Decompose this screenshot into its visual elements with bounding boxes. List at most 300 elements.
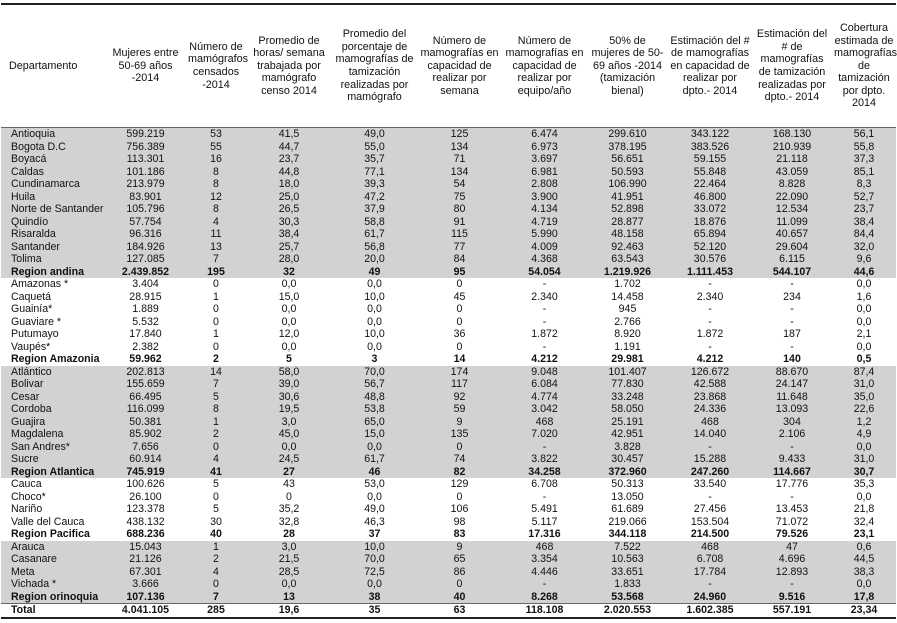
table-cell: 28.877: [587, 216, 668, 229]
table-cell: 383.526: [668, 141, 752, 154]
table-cell: 2: [186, 428, 246, 441]
table-cell: 63.543: [587, 253, 668, 266]
table-cell: 0,0: [367, 340, 382, 353]
table-cell: -: [542, 303, 547, 315]
table-cell: 107.136: [105, 591, 186, 604]
table-cell: 10,0: [332, 541, 417, 554]
table-cell: 557.191: [752, 604, 832, 618]
table-cell: 71: [417, 153, 502, 166]
table-cell: -: [542, 278, 547, 290]
row-label: Quindío: [1, 216, 105, 229]
table-cell: 55.848: [668, 166, 752, 179]
table-row: [1, 303, 896, 316]
table-cell: 30.576: [668, 253, 752, 266]
table-cell: 0: [456, 303, 463, 315]
row-label: Region Atlantica: [1, 466, 105, 479]
table-cell: 74: [417, 453, 502, 466]
table-row: [1, 441, 896, 454]
table-row: [1, 191, 896, 204]
table-cell: 33.248: [587, 391, 668, 404]
table-cell: 344.118: [608, 528, 647, 540]
table-cell: 75: [417, 191, 502, 204]
row-label: Guaviare *: [11, 315, 62, 328]
table-cell: 37,3: [832, 153, 896, 166]
table-cell: 4.696: [752, 553, 832, 566]
table-cell: 9.516: [752, 591, 832, 604]
table-cell: 34.258: [502, 466, 587, 479]
table-cell: 2.766: [614, 315, 641, 328]
table-cell: 202.813: [105, 366, 186, 379]
table-cell: 4.009: [502, 241, 587, 254]
table-cell: 17.784: [668, 566, 752, 579]
row-label: Region andina: [1, 266, 105, 279]
table-cell: 54.054: [502, 266, 587, 279]
table-cell: 1.872: [696, 328, 724, 340]
table-cell: 58,0: [246, 366, 332, 379]
table-cell: 30,3: [246, 216, 332, 229]
table-row: [1, 578, 896, 591]
column-header: Cobertura estimada de mamografías de tamización por dpto. 2014: [832, 4, 896, 128]
table-cell: 9.433: [752, 453, 832, 466]
table-cell: 21,8: [853, 503, 875, 515]
table-cell: 24,5: [246, 453, 332, 466]
table-cell: 63: [417, 604, 502, 618]
table-cell: 30.457: [587, 453, 668, 466]
row-label: Vaupés*: [11, 340, 51, 353]
region-subtotal-row: [1, 528, 896, 541]
table-cell: 7: [186, 253, 246, 266]
table-row: [1, 328, 896, 341]
table-cell: 53.568: [587, 591, 668, 604]
table-cell: 113.301: [105, 153, 186, 166]
column-header: Promedio de horas/ semana trabajada por mamógrafo censo 2014: [246, 4, 332, 128]
table-cell: 21.126: [105, 553, 186, 566]
table-cell: 40.657: [752, 228, 832, 241]
table-cell: 9.048: [502, 366, 587, 379]
table-cell: 213.979: [105, 178, 186, 191]
table-cell: 5: [186, 391, 246, 404]
table-cell: 123.378: [126, 503, 165, 515]
table-cell: -: [790, 278, 794, 290]
table-row: [1, 166, 896, 179]
table-cell: 0: [213, 278, 219, 290]
table-cell: 0: [186, 441, 246, 454]
table-cell: 0: [213, 490, 219, 503]
table-cell: -: [708, 315, 712, 328]
table-cell: 28,0: [246, 253, 332, 266]
table-cell: 12,0: [278, 328, 300, 340]
table-cell: 0: [417, 441, 502, 454]
table-cell: 101.407: [587, 366, 668, 379]
table-cell: 12.534: [752, 203, 832, 216]
table-cell: 4.212: [696, 353, 724, 365]
table-row: [1, 491, 896, 504]
table-cell: 72,5: [332, 566, 417, 579]
table-cell: -: [708, 303, 712, 315]
table-cell: 0,0: [367, 303, 382, 315]
table-body: [1, 128, 896, 618]
table-cell: 38: [332, 591, 417, 604]
table-cell: 3,0: [246, 541, 332, 554]
row-label: Santander: [1, 241, 105, 254]
table-cell: 92: [417, 391, 502, 404]
table-cell: 80: [417, 203, 502, 216]
table-cell: 1.889: [132, 303, 159, 315]
table-cell: 53,8: [332, 403, 417, 416]
table-cell: 2: [186, 553, 246, 566]
table-cell: 8.828: [752, 178, 832, 191]
table-cell: 86: [417, 566, 502, 579]
table-cell: 70,0: [332, 553, 417, 566]
row-label: Cundinamarca: [1, 178, 105, 191]
table-header: [1, 4, 896, 128]
table-cell: -: [790, 340, 794, 353]
table-cell: 58,8: [332, 216, 417, 229]
table-cell: 3.666: [105, 578, 186, 591]
table-cell: 15.043: [105, 541, 186, 554]
table-cell: 168.130: [752, 128, 832, 141]
table-cell: 48,8: [332, 391, 417, 404]
table-cell: 4.719: [502, 216, 587, 229]
table-cell: 114.667: [752, 466, 832, 479]
table-cell: 79.526: [775, 528, 809, 540]
table-row: [1, 291, 896, 304]
row-label: Cauca: [11, 478, 42, 490]
table-cell: 468: [502, 541, 587, 554]
table-cell: 18.876: [668, 216, 752, 229]
table-cell: 234: [783, 290, 801, 303]
table-cell: 12.893: [752, 566, 832, 579]
table-cell: -: [542, 490, 547, 503]
table-cell: 96.316: [105, 228, 186, 241]
table-cell: 0,0: [367, 490, 382, 503]
row-label: Amazonas *: [11, 278, 69, 290]
table-cell: 5: [286, 353, 292, 365]
mammography-coverage-table: [1, 3, 896, 619]
row-label: Region Amazonia: [11, 353, 100, 365]
table-cell: 0,0: [332, 441, 417, 454]
table-cell: 2.340: [696, 290, 724, 303]
table-cell: 13: [186, 241, 246, 254]
table-cell: 0,0: [281, 315, 297, 328]
table-cell: 140: [783, 353, 801, 365]
table-cell: 1.702: [614, 278, 641, 290]
table-cell: 95: [417, 266, 502, 279]
table-cell: 38,4: [246, 228, 332, 241]
table-cell: 468: [502, 416, 587, 429]
table-cell: 35,3: [853, 478, 875, 490]
table-cell: 56,8: [332, 241, 417, 254]
table-row: [1, 403, 896, 416]
table-cell: 49: [332, 266, 417, 279]
row-label: Region orinoquia: [1, 591, 105, 604]
table-cell: 5: [213, 503, 219, 515]
table-cell: 195: [186, 266, 246, 279]
table-cell: 1.219.926: [587, 266, 668, 279]
table-cell: 26.100: [129, 490, 162, 503]
table-cell: 17.316: [528, 528, 561, 540]
table-cell: 12: [186, 191, 246, 204]
table-cell: 688.236: [126, 528, 165, 540]
table-row: [1, 253, 896, 266]
column-header: Departamento: [1, 4, 105, 128]
table-cell: 1: [213, 290, 219, 303]
table-cell: 126.672: [668, 366, 752, 379]
table-cell: 32,0: [832, 241, 896, 254]
table-cell: 33.540: [693, 478, 727, 490]
table-cell: 19,6: [246, 604, 332, 618]
table-cell: 106: [450, 503, 469, 515]
row-label: Cesar: [1, 391, 105, 404]
table-cell: 0,0: [856, 490, 872, 503]
table-cell: 0,0: [856, 315, 872, 328]
table-cell: 10,0: [364, 290, 385, 303]
table-cell: 219.066: [608, 515, 647, 528]
table-cell: 37: [368, 528, 381, 540]
table-cell: 372.960: [587, 466, 668, 479]
table-cell: 304: [752, 416, 832, 429]
table-cell: 4: [186, 216, 246, 229]
table-cell: 23,7: [832, 203, 896, 216]
table-cell: 4.134: [502, 203, 587, 216]
table-cell: 9: [417, 541, 502, 554]
table-cell: 27.456: [693, 503, 727, 515]
row-label: Boyacá: [1, 153, 105, 166]
table-cell: 44,8: [246, 166, 332, 179]
table-cell: 8: [186, 166, 246, 179]
table-cell: 118.108: [502, 604, 587, 618]
header-row: [1, 4, 896, 128]
table-cell: 30,7: [832, 466, 896, 479]
table-cell: 87,4: [832, 366, 896, 379]
table-cell: 49,0: [364, 503, 385, 515]
table-cell: 125: [417, 128, 502, 141]
table-cell: 38,4: [832, 216, 896, 229]
table-cell: 0,0: [246, 578, 332, 591]
table-cell: 599.219: [105, 128, 186, 141]
table-cell: 7.522: [587, 541, 668, 554]
table-cell: 8.268: [502, 591, 587, 604]
table-cell: 3.822: [502, 453, 587, 466]
row-label: Choco*: [11, 490, 46, 503]
table-cell: 7: [186, 591, 246, 604]
row-label: Guajira: [1, 416, 105, 429]
table-cell: 19,5: [246, 403, 332, 416]
table-row: [1, 553, 896, 566]
table-cell: 26,5: [246, 203, 332, 216]
table-cell: 88.670: [752, 366, 832, 379]
table-cell: 11.648: [752, 391, 832, 404]
table-cell: 49,0: [332, 128, 417, 141]
table-cell: 24.147: [752, 378, 832, 391]
table-cell: 38,3: [832, 566, 896, 579]
table-cell: 24.336: [668, 403, 752, 416]
table-cell: 106.990: [587, 178, 668, 191]
table-cell: 135: [417, 428, 502, 441]
table-cell: 0: [456, 315, 463, 328]
row-label: Tolima: [1, 253, 105, 266]
table-cell: 44,5: [832, 553, 896, 566]
table-cell: 61,7: [332, 228, 417, 241]
row-label: Meta: [1, 566, 105, 579]
table-cell: 0,6: [832, 541, 896, 554]
table-cell: 32: [246, 266, 332, 279]
table-row: [1, 541, 896, 554]
table-cell: 22.464: [668, 178, 752, 191]
table-cell: -: [502, 578, 587, 591]
table-cell: 84: [417, 253, 502, 266]
table-cell: 129: [450, 478, 469, 490]
table-cell: 8,3: [832, 178, 896, 191]
table-cell: 17.840: [129, 328, 162, 340]
table-cell: 18,0: [246, 178, 332, 191]
column-header: Número de mamógrafos censados -2014: [186, 4, 246, 128]
table-cell: 745.919: [105, 466, 186, 479]
column-header: Número de mamografías en capacidad de realizar por semana: [417, 4, 502, 128]
table-cell: 8: [186, 403, 246, 416]
table-cell: 6.708: [531, 478, 558, 490]
table-cell: 23,34: [832, 604, 896, 618]
table-cell: 56.651: [587, 153, 668, 166]
table-cell: 1: [186, 416, 246, 429]
table-cell: 45,0: [246, 428, 332, 441]
table-cell: 4.041.105: [105, 604, 186, 618]
table-cell: 187: [783, 328, 801, 340]
table-row: [1, 178, 896, 191]
table-cell: 11.099: [752, 216, 832, 229]
table-row: [1, 428, 896, 441]
table-cell: 2.382: [132, 340, 159, 353]
table-row: [1, 516, 896, 529]
table-cell: 1.872: [531, 328, 558, 340]
row-label: Vichada *: [1, 578, 105, 591]
table-cell: 35,0: [832, 391, 896, 404]
table-cell: 61,7: [332, 453, 417, 466]
row-label: Antioquia: [1, 128, 105, 141]
table-cell: 5.532: [132, 315, 159, 328]
table-cell: 1.111.453: [668, 266, 752, 279]
table-cell: 105.796: [105, 203, 186, 216]
table-cell: 84,4: [832, 228, 896, 241]
table-cell: -: [542, 315, 547, 328]
table-cell: 0,0: [246, 441, 332, 454]
table-cell: 0,0: [332, 578, 417, 591]
table-cell: 343.122: [668, 128, 752, 141]
table-cell: 14: [186, 366, 246, 379]
table-cell: 378.195: [587, 141, 668, 154]
table-cell: -: [790, 303, 794, 315]
table-cell: 285: [186, 604, 246, 618]
table-cell: 100.626: [126, 478, 165, 490]
table-cell: 9: [417, 416, 502, 429]
region-subtotal-row: [1, 591, 896, 604]
table-cell: 39,3: [332, 178, 417, 191]
table-cell: 0,0: [832, 578, 896, 591]
table-row: [1, 228, 896, 241]
table-cell: 10,0: [364, 328, 385, 340]
table-cell: 14.040: [668, 428, 752, 441]
table-row: [1, 366, 896, 379]
row-label: Magdalena: [1, 428, 105, 441]
table-row: [1, 216, 896, 229]
table-cell: -: [668, 578, 752, 591]
table-cell: 2: [213, 353, 219, 365]
row-label: Risaralda: [1, 228, 105, 241]
table-cell: 1,2: [832, 416, 896, 429]
table-cell: 65: [417, 553, 502, 566]
table-cell: 1,6: [856, 290, 872, 303]
table-cell: 65,0: [332, 416, 417, 429]
table-cell: 4.446: [502, 566, 587, 579]
table-cell: 0,5: [856, 353, 872, 365]
table-row: [1, 453, 896, 466]
table-cell: 13: [246, 591, 332, 604]
table-cell: 35,2: [278, 503, 300, 515]
table-cell: 1.191: [614, 340, 641, 353]
table-cell: 40: [210, 528, 222, 540]
row-label: Cordoba: [1, 403, 105, 416]
column-header: Número de mamografías en capacidad de realizar por equipo/año: [502, 4, 587, 128]
table-cell: 33.072: [668, 203, 752, 216]
table-cell: 1.602.385: [668, 604, 752, 618]
table-cell: 66.495: [105, 391, 186, 404]
row-label: Region Pacifica: [11, 528, 90, 540]
table-cell: 468: [668, 541, 752, 554]
table-cell: 0,0: [856, 340, 872, 353]
table-cell: 53,0: [364, 478, 385, 490]
table-cell: 25,7: [246, 241, 332, 254]
table-cell: 30,6: [246, 391, 332, 404]
region-subtotal-row: [1, 466, 896, 479]
table-cell: 0: [417, 578, 502, 591]
table-cell: 0: [456, 490, 463, 503]
table-cell: 2.340: [531, 290, 558, 303]
row-label: Huila: [1, 191, 105, 204]
column-header: 50% de mujeres de 50-69 años -2014 (tamización bienal): [587, 4, 668, 128]
table-cell: 756.389: [105, 141, 186, 154]
table-cell: 52,7: [832, 191, 896, 204]
table-cell: 57.754: [105, 216, 186, 229]
table-cell: 8: [186, 203, 246, 216]
table-row: [1, 503, 896, 516]
row-label: Bogota D.C: [1, 141, 105, 154]
table-cell: 50.313: [611, 478, 644, 490]
table-cell: 17.776: [775, 478, 809, 490]
table-row: [1, 391, 896, 404]
table-cell: 35: [332, 604, 417, 618]
table-cell: 6.981: [502, 166, 587, 179]
table-cell: 42.951: [587, 428, 668, 441]
table-cell: 32,8: [278, 515, 300, 528]
table-cell: 24.960: [668, 591, 752, 604]
table-row: [1, 203, 896, 216]
table-cell: 0: [213, 340, 219, 353]
table-cell: 28: [283, 528, 295, 540]
table-cell: 210.939: [752, 141, 832, 154]
table-cell: 15,0: [332, 428, 417, 441]
table-cell: 4.774: [502, 391, 587, 404]
table-cell: 45: [453, 290, 466, 303]
row-label: Total: [1, 604, 105, 618]
table-cell: 14.458: [611, 290, 644, 303]
row-label: Caldas: [1, 166, 105, 179]
table-cell: 40: [417, 591, 502, 604]
table-cell: 7: [186, 378, 246, 391]
table-cell: 3.900: [502, 191, 587, 204]
table-cell: 59.155: [668, 153, 752, 166]
table-cell: 98: [453, 515, 466, 528]
table-cell: 3.697: [502, 153, 587, 166]
